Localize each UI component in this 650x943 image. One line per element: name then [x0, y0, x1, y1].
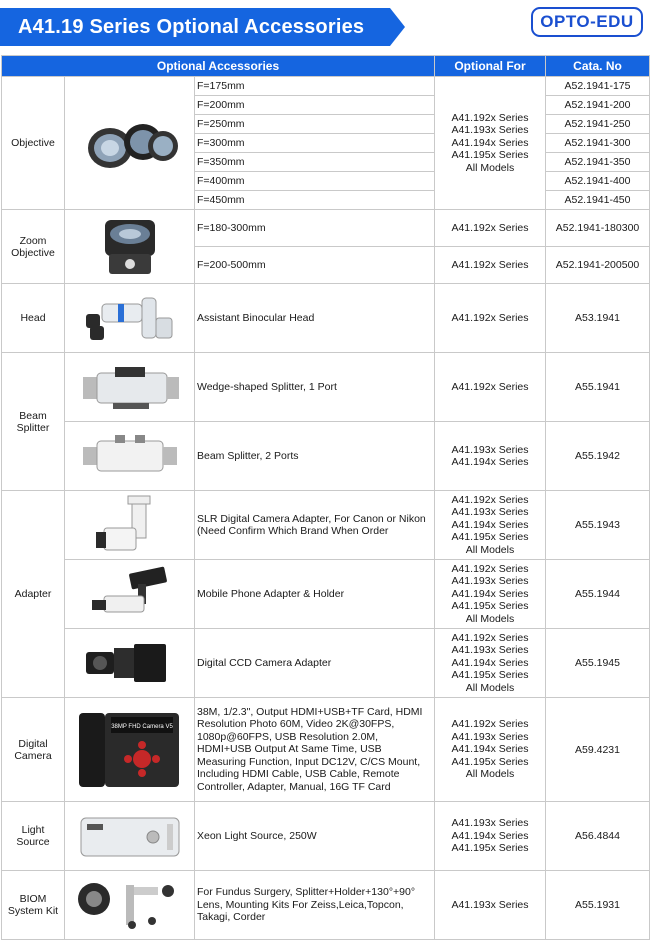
- adapter-desc-3: Digital CCD Camera Adapter: [195, 629, 435, 698]
- zoom-no-1: A52.1941-180300: [546, 210, 650, 247]
- objective-no-2: A52.1941-200: [546, 96, 650, 115]
- page-title: A41.19 Series Optional Accessories: [18, 16, 365, 38]
- digital-camera-image: [65, 698, 195, 802]
- beam-splitter-image: [65, 422, 195, 491]
- adapter-desc-2: Mobile Phone Adapter & Holder: [195, 560, 435, 629]
- table-row: [2, 491, 650, 560]
- objective-desc-4: F=300mm: [195, 134, 435, 153]
- zoom-for-1: A41.192x Series: [435, 210, 546, 247]
- slr-adapter-image: [65, 491, 195, 560]
- wedge-splitter-icon: [75, 359, 185, 415]
- slr-adapter-icon: [90, 494, 170, 556]
- objective-desc-7: F=450mm: [195, 191, 435, 210]
- biom-desc: For Fundus Surgery, Splitter+Holder+130°+90° Lens, Mounting Kits For Zeiss,Leica,Topcon, Takagi, Corder: [195, 871, 435, 940]
- objective-desc-2: F=200mm: [195, 96, 435, 115]
- camera-no: A59.4231: [546, 698, 650, 802]
- beam-no-2: A55.1942: [546, 422, 650, 491]
- beam-desc-2: Beam Splitter, 2 Ports: [195, 422, 435, 491]
- accessories-table: [1, 55, 650, 940]
- category-light-source: Light Source: [2, 802, 65, 871]
- adapter-no-3: A55.1945: [546, 629, 650, 698]
- light-no: A56.4844: [546, 802, 650, 871]
- phone-adapter-icon: [80, 566, 180, 622]
- beam-for-1: A41.192x Series: [435, 353, 546, 422]
- category-digital-camera: Digital Camera: [2, 698, 65, 802]
- light-source-icon: [75, 810, 185, 862]
- table-row: [2, 698, 650, 802]
- table-header-row: [2, 56, 650, 77]
- adapter-no-1: A55.1943: [546, 491, 650, 560]
- phone-adapter-image: [65, 560, 195, 629]
- col-header-for: Optional For: [435, 56, 546, 77]
- category-head: Head: [2, 284, 65, 353]
- brand-logo: OPTO-EDU: [531, 7, 643, 37]
- zoom-for-2: A41.192x Series: [435, 247, 546, 284]
- objective-for: A41.192x Series A41.193x Series A41.194x Series A41.195x Series All Models: [435, 77, 546, 210]
- light-desc: Xeon Light Source, 250W: [195, 802, 435, 871]
- zoom-desc-1: F=180-300mm: [195, 210, 435, 247]
- category-biom: BIOM System Kit: [2, 871, 65, 940]
- table-row: [2, 871, 650, 940]
- table-row: [2, 560, 650, 629]
- beam-for-2: A41.193x Series A41.194x Series: [435, 422, 546, 491]
- biom-for: A41.193x Series: [435, 871, 546, 940]
- objective-desc-1: F=175mm: [195, 77, 435, 96]
- head-desc: Assistant Binocular Head: [195, 284, 435, 353]
- category-adapter: Adapter: [2, 491, 65, 698]
- objective-no-5: A52.1941-350: [546, 153, 650, 172]
- adapter-for-1: A41.192x Series A41.193x Series A41.194x Series A41.195x Series All Models: [435, 491, 546, 560]
- objective-desc-6: F=400mm: [195, 172, 435, 191]
- zoom-no-2: A52.1941-200500: [546, 247, 650, 284]
- objective-lens-icon: [75, 108, 185, 178]
- biom-no: A55.1931: [546, 871, 650, 940]
- binocular-head-icon: [80, 288, 180, 348]
- objective-desc-5: F=350mm: [195, 153, 435, 172]
- camera-desc: 38M, 1/2.3", Output HDMI+USB+TF Card, HDMI Resolution Photo 60M, Video 2K@30FPS, 1080p@60FPS, USB Resolution 2.0M, HDMI+USB Output At Same Time, USB Measuring Function, Input DC12V, C/CS Mount, Including HDMI Cable, USB Cable, Remote Controller, Adapter, Manual, 16G TF Card: [195, 698, 435, 802]
- ccd-adapter-image: [65, 629, 195, 698]
- objective-no-6: A52.1941-400: [546, 172, 650, 191]
- table-row: [2, 353, 650, 422]
- light-for: A41.193x Series A41.194x Series A41.195x Series: [435, 802, 546, 871]
- objective-desc-3: F=250mm: [195, 115, 435, 134]
- objective-no-7: A52.1941-450: [546, 191, 650, 210]
- adapter-for-3: A41.192x Series A41.193x Series A41.194x Series A41.195x Series All Models: [435, 629, 546, 698]
- digital-camera-icon: [75, 707, 185, 793]
- light-source-image: [65, 802, 195, 871]
- table-row: [2, 802, 650, 871]
- zoom-desc-2: F=200-500mm: [195, 247, 435, 284]
- head-for: A41.192x Series: [435, 284, 546, 353]
- table-row: [2, 210, 650, 247]
- head-image: [65, 284, 195, 353]
- table-row: [2, 77, 650, 96]
- beam-splitter-icon: [75, 431, 185, 481]
- zoom-objective-image: [65, 210, 195, 284]
- category-objective: Objective: [2, 77, 65, 210]
- adapter-for-2: A41.192x Series A41.193x Series A41.194x Series A41.195x Series All Models: [435, 560, 546, 629]
- zoom-lens-icon: [95, 214, 165, 280]
- adapter-no-2: A55.1944: [546, 560, 650, 629]
- category-beam-splitter: Beam Splitter: [2, 353, 65, 491]
- beam-no-1: A55.1941: [546, 353, 650, 422]
- camera-screen-text: 38MP FHD Camera V5: [110, 723, 173, 730]
- page-header: [0, 0, 650, 48]
- col-header-accessories: Optional Accessories: [2, 56, 435, 77]
- biom-kit-image: [65, 871, 195, 940]
- biom-kit-icon: [72, 877, 188, 933]
- objective-image: [65, 77, 195, 210]
- adapter-desc-1: SLR Digital Camera Adapter, For Canon or Nikon (Need Confirm Which Brand When Order: [195, 491, 435, 560]
- col-header-cata: Cata. No: [546, 56, 650, 77]
- beam-desc-1: Wedge-shaped Splitter, 1 Port: [195, 353, 435, 422]
- head-no: A53.1941: [546, 284, 650, 353]
- objective-no-4: A52.1941-300: [546, 134, 650, 153]
- objective-no-3: A52.1941-250: [546, 115, 650, 134]
- ccd-camera-icon: [80, 638, 180, 688]
- table-row: [2, 422, 650, 491]
- camera-for: A41.192x Series A41.193x Series A41.194x Series A41.195x Series All Models: [435, 698, 546, 802]
- wedge-splitter-image: [65, 353, 195, 422]
- category-zoom-objective: Zoom Objective: [2, 210, 65, 284]
- table-row: [2, 629, 650, 698]
- objective-no-1: A52.1941-175: [546, 77, 650, 96]
- table-row: [2, 284, 650, 353]
